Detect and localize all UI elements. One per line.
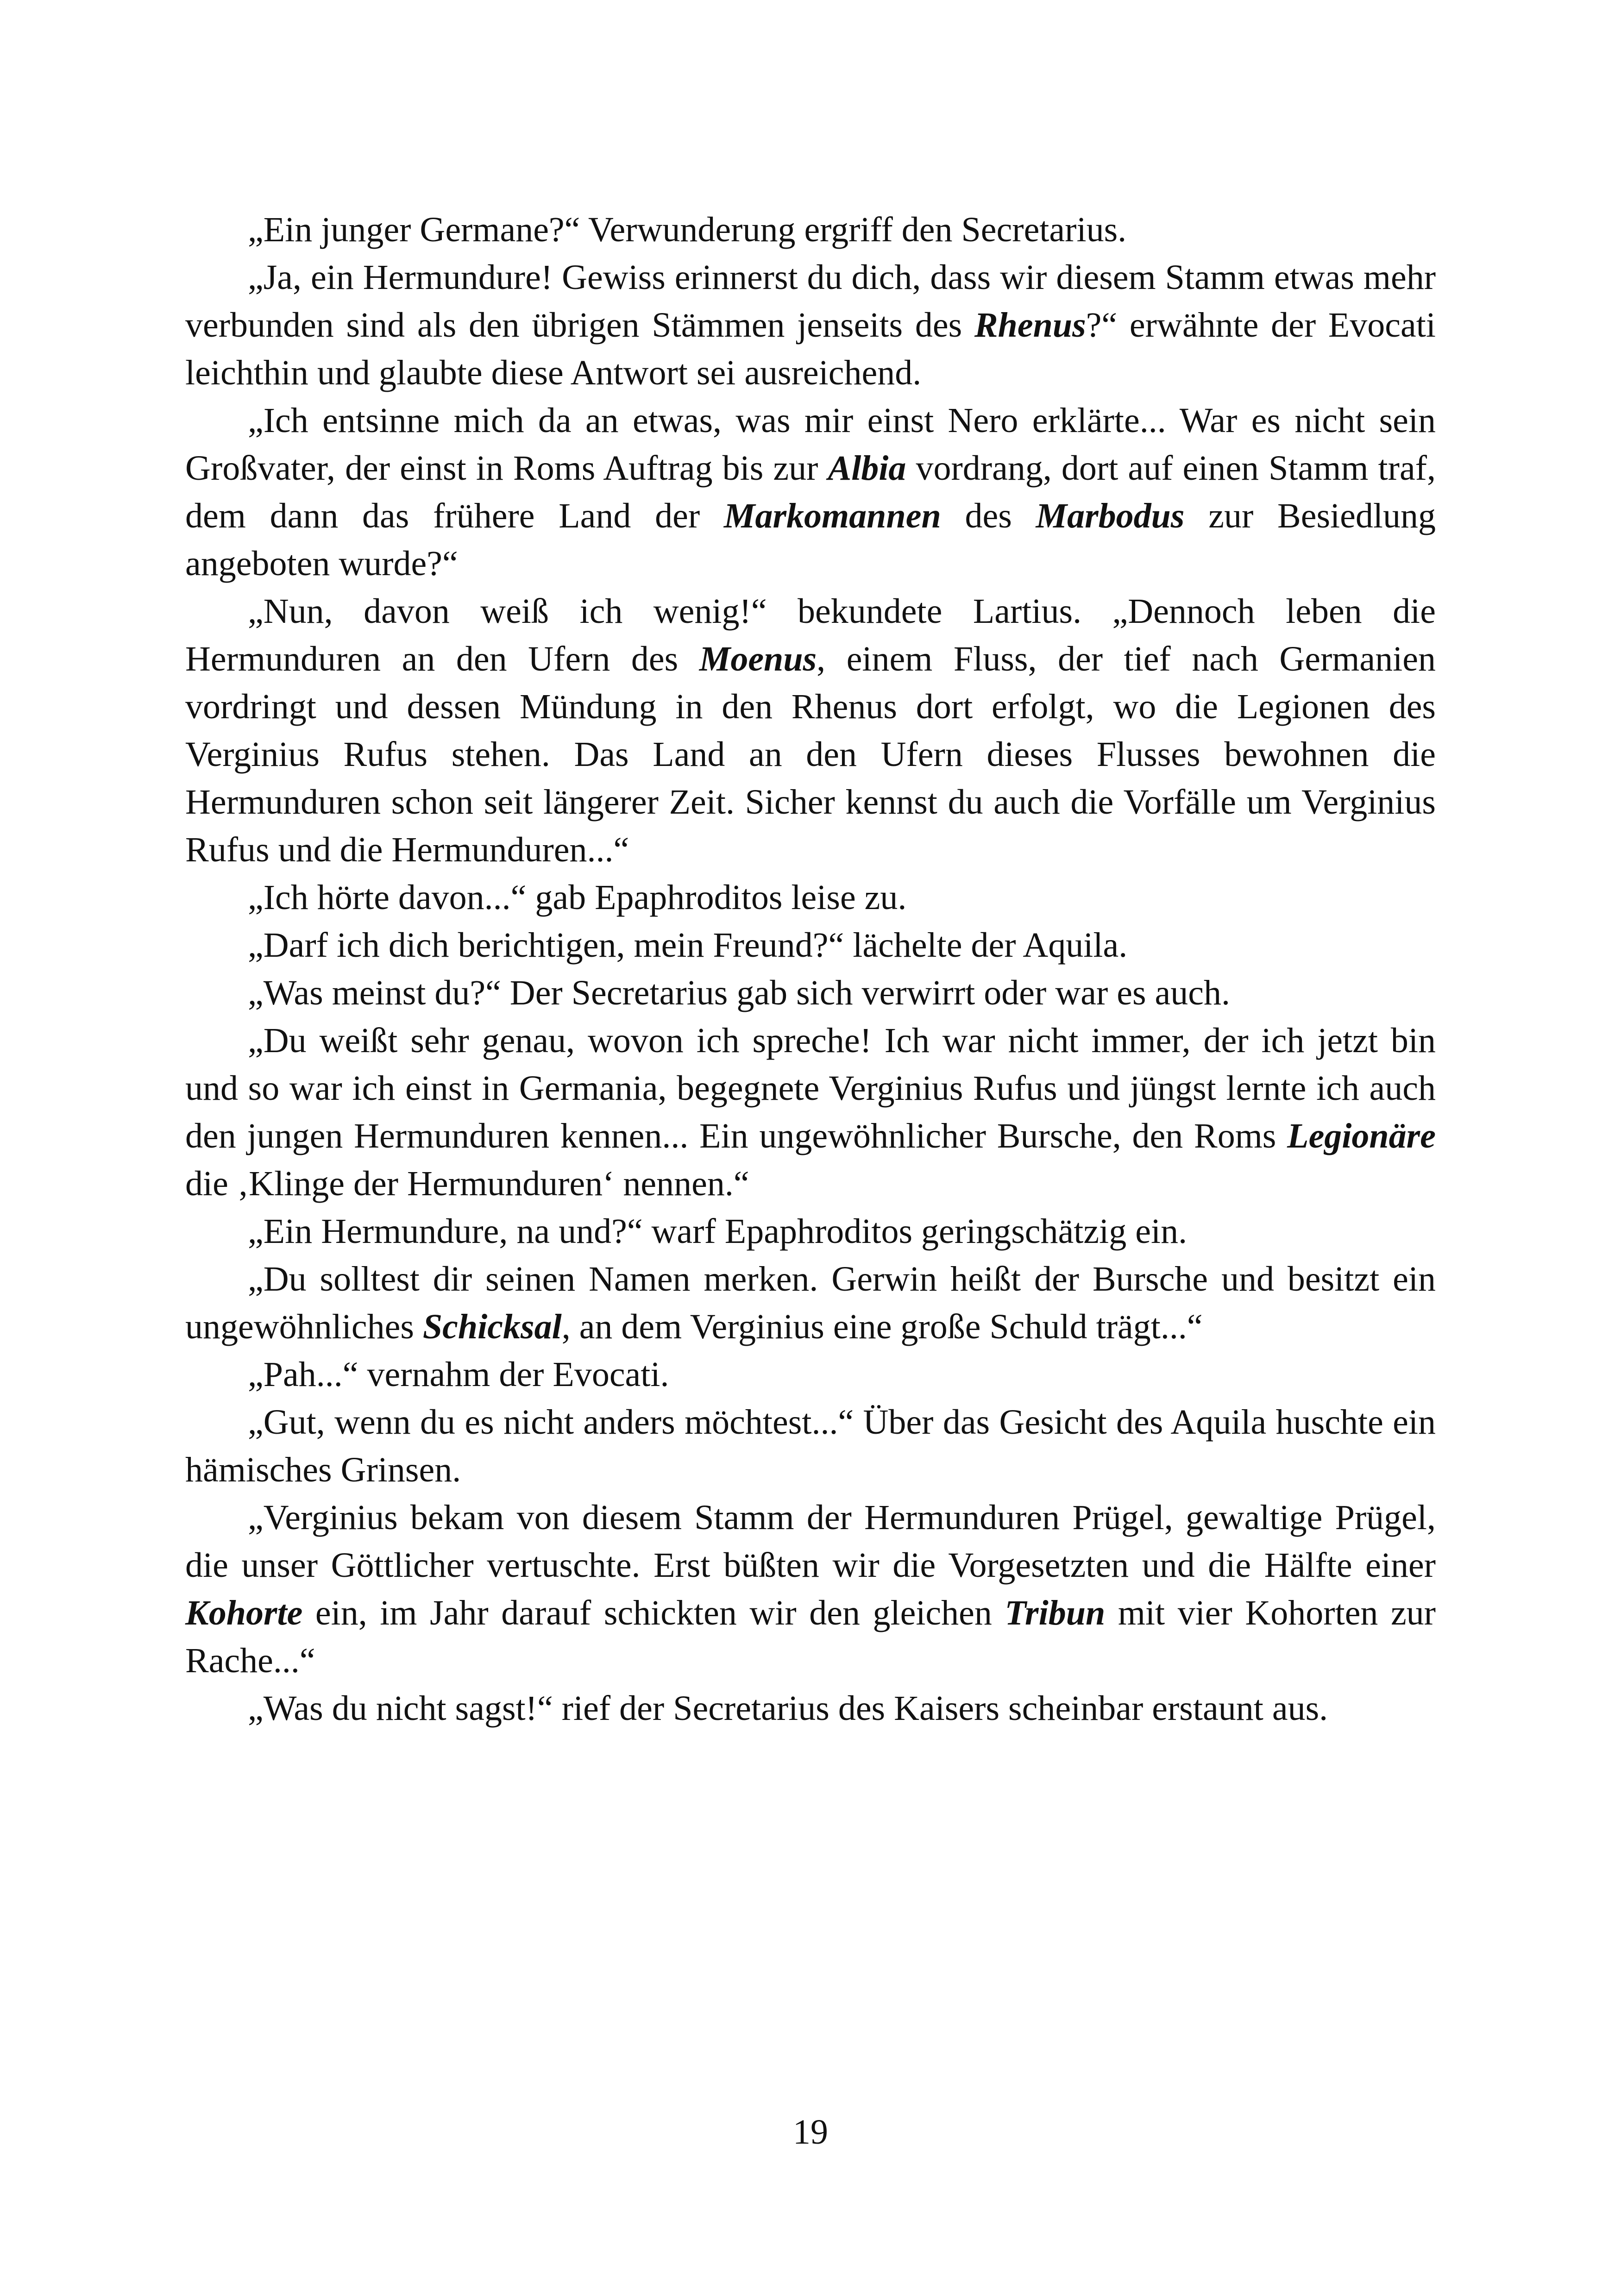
paragraph xyxy=(185,922,1436,969)
paragraph xyxy=(185,1399,1436,1494)
emphasized-term: Tribun xyxy=(1005,1593,1106,1632)
text-run: „Verginius bekam von diesem Stamm der Hermunduren Prügel, gewaltige Prügel, die unser Göttlicher vertuschte. Erst büßten wir die Vorgesetzten und die Hälfte einer xyxy=(185,1498,1436,1585)
emphasized-term: Markomannen xyxy=(723,496,941,535)
paragraph xyxy=(185,588,1436,874)
paragraph xyxy=(185,397,1436,588)
text-run: vordrang, dort auf einen Stamm traf, dem dann das frühere Land der xyxy=(185,449,1436,535)
text-run: „Pah...“ vernahm der Evocati. xyxy=(248,1355,669,1394)
text-run: , an dem Verginius eine große Schuld trägt...“ xyxy=(561,1307,1203,1346)
text-run: die ‚Klinge der Hermunduren‘ nennen.“ xyxy=(185,1164,749,1203)
text-run: ein, im Jahr darauf schickten wir den gleichen xyxy=(302,1593,1005,1632)
text-run: zur Besiedlung angeboten wurde?“ xyxy=(185,496,1436,583)
text-run: „Was meinst du?“ Der Secretarius gab sich verwirrt oder war es auch. xyxy=(248,973,1231,1012)
text-run: „Du weißt sehr genau, wovon ich spreche! Ich war nicht immer, der ich jetzt bin und so war ich einst in Germania, begegnete Verginius Rufus und jüngst lernte ich auch den jungen Hermunduren kennen... Ein ungewöhnlicher Bursche, den Roms xyxy=(185,1021,1436,1155)
text-run: „Du solltest dir seinen Namen merken. Gerwin heißt der Bursche und besitzt ein ungewöhnliches xyxy=(185,1260,1436,1346)
paragraph xyxy=(185,1494,1436,1685)
paragraph xyxy=(185,969,1436,1017)
text-run: mit vier Kohorten zur Rache...“ xyxy=(185,1593,1436,1680)
paragraph xyxy=(185,206,1436,254)
text-run: ?“ erwähnte der Evocati leichthin und glaubte diese Antwort sei ausreichend. xyxy=(185,306,1436,392)
paragraph xyxy=(185,1017,1436,1208)
text-run: , einem Fluss, der tief nach Germanien vordringt und dessen Mündung in den Rhenus dort erfolgt, wo die Legionen des Verginius Rufus stehen. Das Land an den Ufern dieses Flusses bewohnen die Hermunduren schon seit längerer Zeit. Sicher kennst du auch die Vorfälle um Verginius Rufus und die Hermunduren...“ xyxy=(185,640,1436,869)
emphasized-term: Rhenus xyxy=(974,306,1086,345)
text-run: „Ich hörte davon...“ gab Epaphroditos leise zu. xyxy=(248,878,907,917)
paragraph xyxy=(185,1255,1436,1351)
text-run: „Ein junger Germane?“ Verwunderung ergriff den Secretarius. xyxy=(248,210,1127,249)
paragraph xyxy=(185,1685,1436,1732)
paragraph xyxy=(185,254,1436,397)
paragraph xyxy=(185,1208,1436,1255)
text-run: „Ein Hermundure, na und?“ warf Epaphroditos geringschätzig ein. xyxy=(248,1212,1187,1251)
text-run: „Darf ich dich berichtigen, mein Freund?“ lächelte der Aquila. xyxy=(248,926,1128,965)
emphasized-term: Kohorte xyxy=(185,1593,303,1632)
text-run: „Ich entsinne mich da an etwas, was mir einst Nero erklärte... War es nicht sein Großvater, der einst in Roms Auftrag bis zur xyxy=(185,401,1436,488)
paragraph xyxy=(185,1351,1436,1399)
text-block xyxy=(185,206,1436,1732)
emphasized-term: Schicksal xyxy=(422,1307,562,1346)
emphasized-term: Marbodus xyxy=(1036,496,1185,535)
paragraph xyxy=(185,874,1436,922)
text-run: „Was du nicht sagst!“ rief der Secretarius des Kaisers scheinbar erstaunt aus. xyxy=(248,1689,1328,1728)
page-number: 19 xyxy=(793,2113,828,2152)
emphasized-term: Moenus xyxy=(699,640,817,678)
text-run: „Nun, davon weiß ich wenig!“ bekundete Lartius. „Dennoch leben die Hermunduren an den Ufern des xyxy=(185,592,1436,678)
emphasized-term: Albia xyxy=(828,449,906,488)
text-run: „Gut, wenn du es nicht anders möchtest...“ Über das Gesicht des Aquila huschte ein hämisches Grinsen. xyxy=(185,1403,1436,1489)
emphasized-term: Legionäre xyxy=(1287,1117,1436,1155)
text-run: des xyxy=(941,496,1036,535)
text-run: „Ja, ein Hermundure! Gewiss erinnerst du dich, dass wir diesem Stamm etwas mehr verbunden sind als den übrigen Stämmen jenseits des xyxy=(185,258,1436,345)
